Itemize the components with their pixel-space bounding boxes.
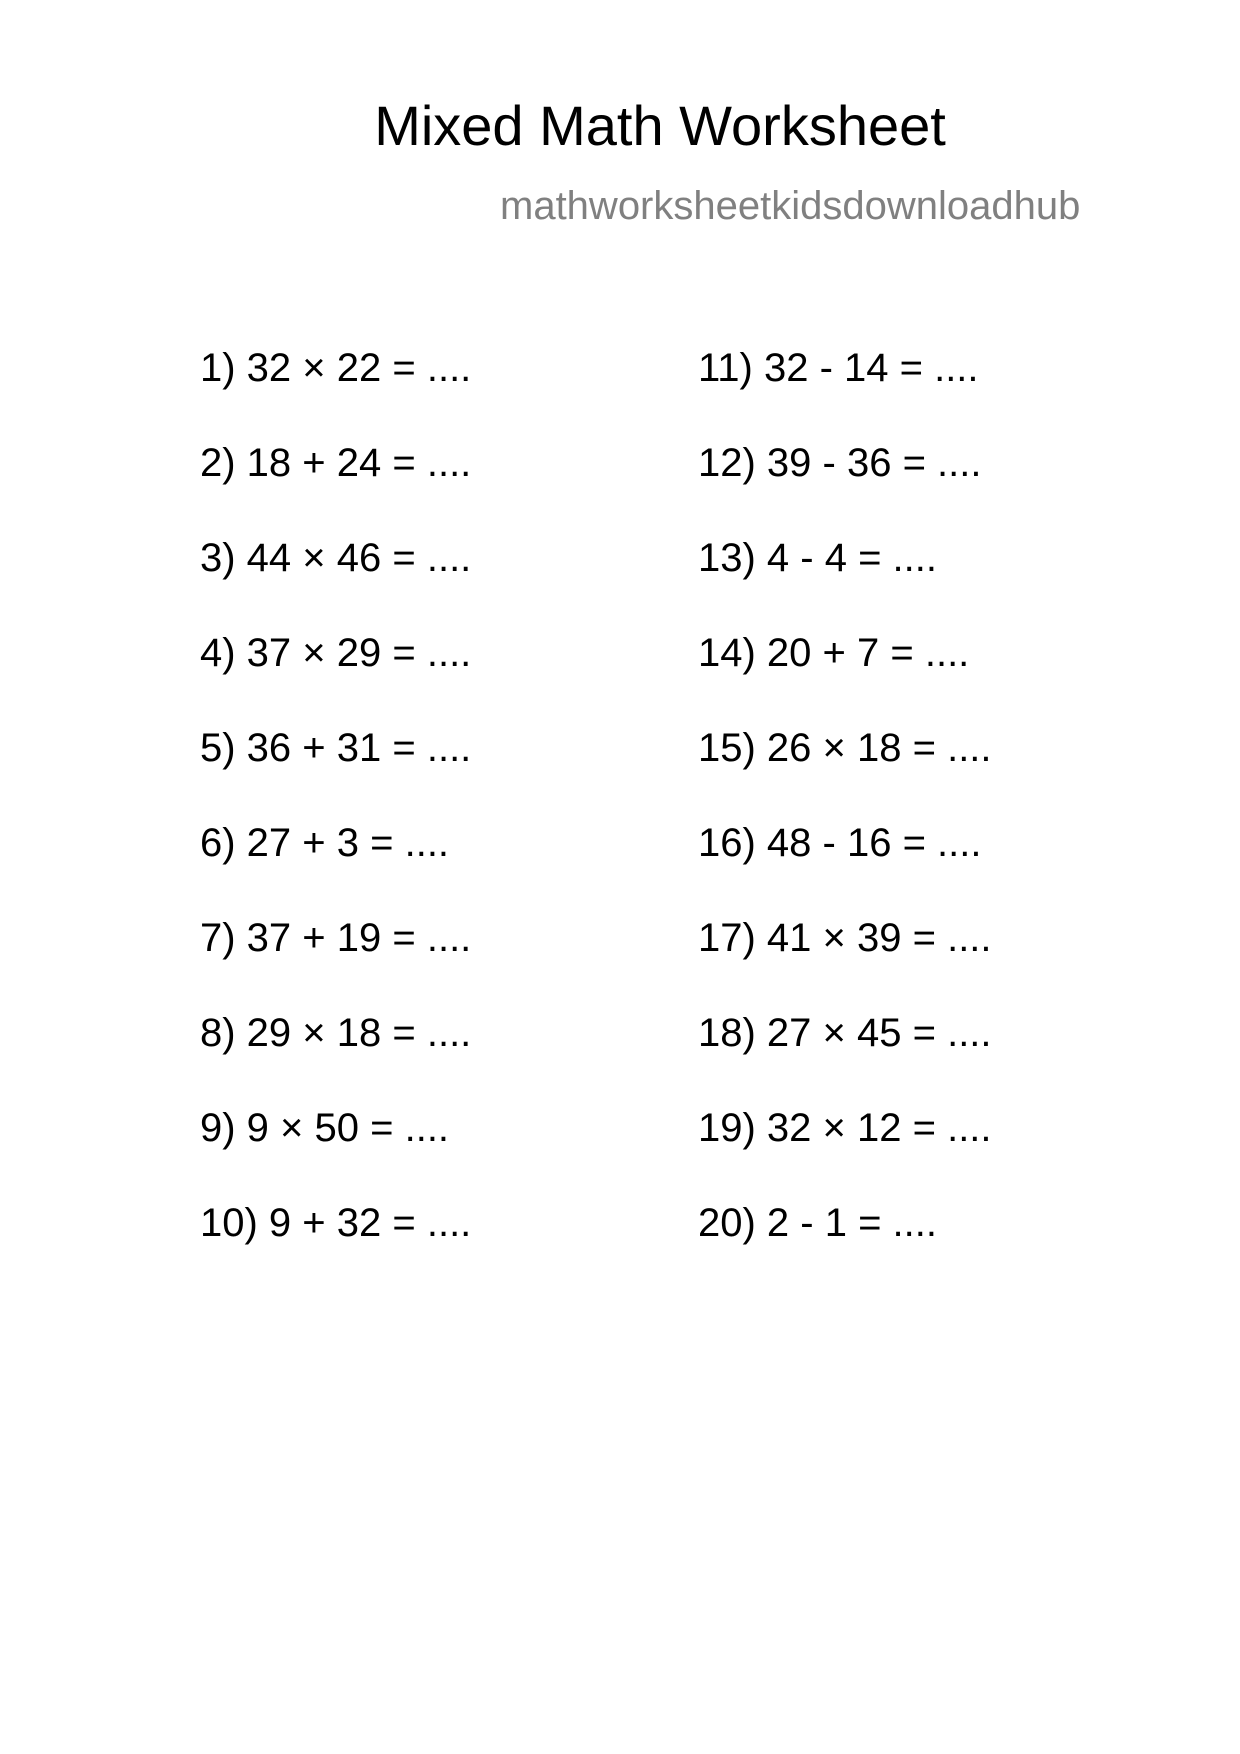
- problem-item: 14) 20 + 7 = ....: [698, 631, 970, 675]
- problem-item: 16) 48 - 16 = ....: [698, 821, 982, 865]
- problem-column-left: [200, 348, 471, 1298]
- problem-item: 2) 18 + 24 = ....: [200, 441, 472, 485]
- problem-item: 9) 9 × 50 = ....: [200, 1106, 450, 1150]
- problem-item: 12) 39 - 36 = ....: [698, 441, 982, 485]
- problem-item: 8) 29 × 18 = ....: [200, 1011, 472, 1055]
- problem-item: 3) 44 × 46 = ....: [200, 536, 472, 580]
- problem-item: 6) 27 + 3 = ....: [200, 821, 450, 865]
- worksheet-subtitle: mathworksheetkidsdownloadhub: [500, 184, 1081, 228]
- problem-item: 4) 37 × 29 = ....: [200, 631, 472, 675]
- problem-item: 1) 32 × 22 = ....: [200, 346, 472, 390]
- problem-item: 5) 36 + 31 = ....: [200, 726, 472, 770]
- problem-item: 19) 32 × 12 = ....: [698, 1106, 992, 1150]
- problem-item: 18) 27 × 45 = ....: [698, 1011, 992, 1055]
- problem-item: 20) 2 - 1 = ....: [698, 1201, 938, 1245]
- problem-item: 17) 41 × 39 = ....: [698, 916, 992, 960]
- worksheet-title: Mixed Math Worksheet: [374, 94, 946, 157]
- problem-item: 13) 4 - 4 = ....: [698, 536, 938, 580]
- problem-column-right: [698, 348, 992, 1298]
- problem-item: 7) 37 + 19 = ....: [200, 916, 472, 960]
- problem-item: 15) 26 × 18 = ....: [698, 726, 992, 770]
- problem-item: 10) 9 + 32 = ....: [200, 1201, 472, 1245]
- problem-item: 11) 32 - 14 = ....: [698, 346, 979, 390]
